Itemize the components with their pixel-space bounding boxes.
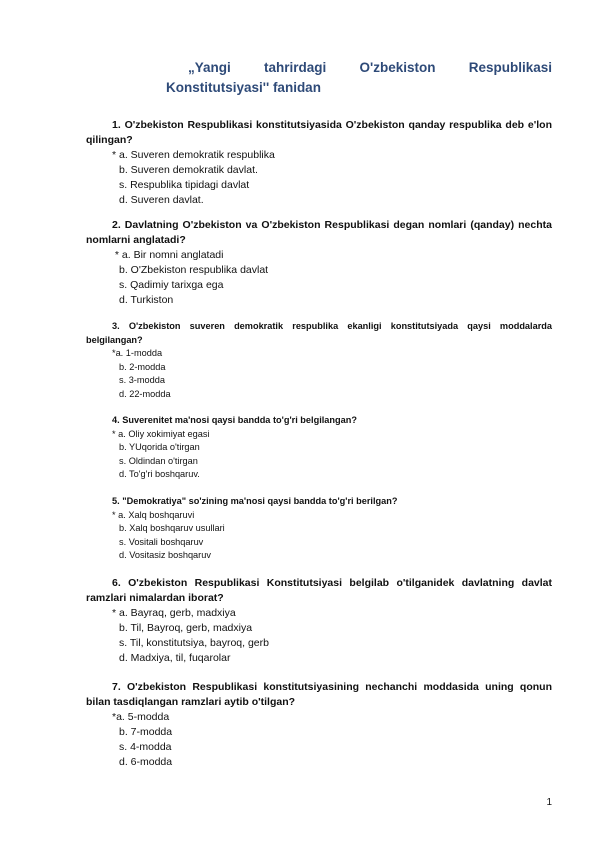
answer-option: b. Til, Bayroq, gerb, madxiya (119, 622, 253, 634)
answer-option: d. To'g'ri boshqaruv. (119, 469, 200, 479)
question-text: 1. O'zbekiston Respublikasi konstitutsiyasida O'zbekiston qanday respublika deb e'lon qilingan? (86, 119, 552, 146)
title-word: Respublikasi (468, 60, 552, 75)
title-word: O'zbekiston (359, 60, 436, 75)
question-2 (86, 218, 552, 308)
title-word: „Yangi (188, 60, 231, 75)
answer-option: b. O'Zbekiston respublika davlat (119, 264, 269, 276)
page-number: 1 (546, 797, 552, 808)
answer-option: b. 7-modda (119, 726, 173, 738)
question-text: 5. "Demokratiya" so'zining ma'nosi qaysi bandda to'g'ri berilgan? (112, 496, 398, 506)
answer-option: * a. Oliy xokimiyat egasi (112, 428, 210, 439)
answer-option: * a. Bayraq, gerb, madxiya (112, 607, 236, 619)
title-line-2: Konstitutsiyasi'' fanidan (166, 80, 321, 95)
document-title (86, 58, 552, 98)
answer-option: s. Vositali boshqaruv (119, 536, 204, 547)
question-4 (86, 414, 552, 482)
answer-option: s. 3-modda (119, 375, 165, 385)
answer-option: b. 2-modda (119, 361, 166, 372)
answer-option: s. Oldindan o'tirgan (119, 455, 198, 466)
answer-option: d. Suveren davlat. (119, 194, 204, 206)
question-6 (86, 576, 552, 666)
question-1 (86, 118, 552, 208)
answer-option: d. Vositasiz boshqaruv (119, 550, 211, 560)
answer-option: d. Turkiston (119, 294, 174, 306)
question-text: 6. O'zbekiston Respublikasi Konstitutsiyasi belgilab o'tilganidek davlatning davlat ramzlari nimalardan iborat? (86, 577, 552, 604)
question-5 (86, 495, 552, 563)
answer-option: s. Til, konstitutsiya, bayroq, gerb (119, 637, 269, 649)
answer-option: s. 4-modda (119, 741, 172, 753)
answer-option: b. Suveren demokratik davlat. (119, 164, 258, 176)
answer-option: b. YUqorida o'tirgan (119, 442, 200, 452)
title-word: tahrirdagi (264, 60, 327, 75)
answer-option: * a. Suveren demokratik respublika (112, 149, 275, 161)
answer-option: *a. 5-modda (112, 711, 170, 723)
question-text: 3. O'zbekiston suveren demokratik respublika ekanligi konstitutsiyada qaysi moddalarda belgilangan? (86, 321, 552, 345)
answer-option: d. 22-modda (119, 388, 171, 399)
answer-option: b. Xalq boshqaruv usullari (119, 523, 225, 533)
question-7 (86, 680, 552, 770)
answer-option: s. Respublika tipidagi davlat (119, 179, 250, 191)
answer-option: * a. Xalq boshqaruvi (112, 509, 195, 520)
answer-option: *a. 1-modda (112, 348, 163, 358)
answer-option: s. Qadimiy tarixga ega (119, 279, 224, 291)
question-text: 7. O'zbekiston Respublikasi konstitutsiyasining nechanchi moddasida uning qonun bilan tasdiqlangan ramzlari aytib o'tilgan? (86, 681, 552, 708)
answer-option: * a. Bir nomni anglatadi (112, 249, 224, 261)
answer-option: d. Madxiya, til, fuqarolar (119, 652, 231, 664)
question-3 (86, 320, 552, 401)
question-text: 2. Davlatning O'zbekiston va O'zbekiston Respublikasi degan nomlari (qanday) nechta nomlarni anglatadi? (86, 219, 552, 246)
answer-option: d. 6-modda (119, 756, 173, 768)
question-text: 4. Suverenitet ma'nosi qaysi bandda to'g'ri belgilangan? (112, 415, 357, 425)
